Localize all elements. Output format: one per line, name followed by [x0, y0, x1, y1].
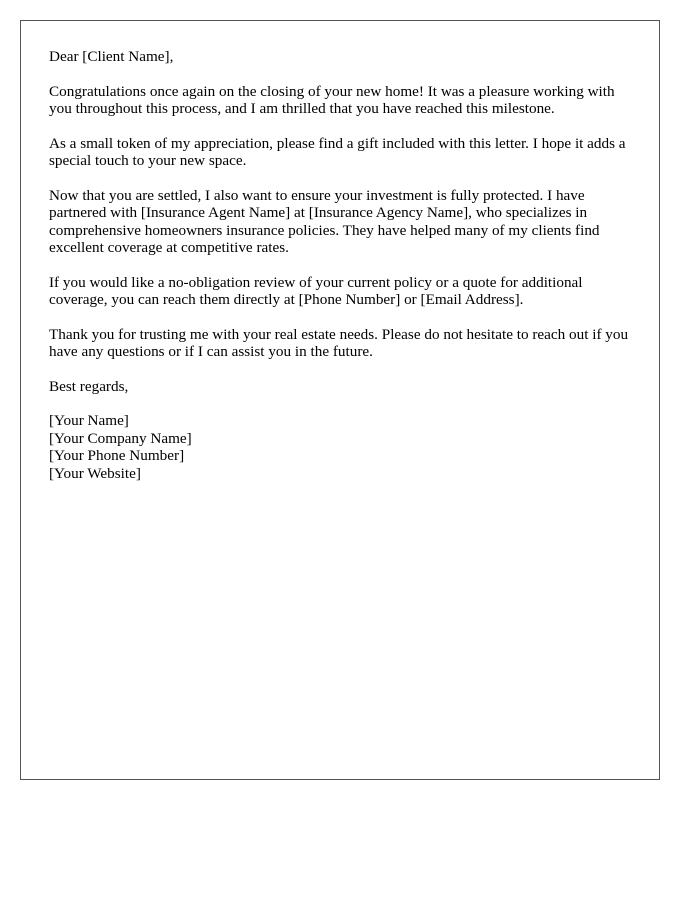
- letter-page: [20, 20, 660, 780]
- signature-website: [Your Website]: [49, 464, 141, 482]
- letter-paragraph-insurance-partner: Now that you are settled, I also want to ensure your investment is fully protected. I have partnered with [Insurance Agent Name] at [Insurance Agency Name], who specializes in comprehensive homeowners insurance policies. They have helped many of my clients find excellent coverage at competitive rates.: [49, 186, 600, 256]
- letter-paragraph-thanks: Thank you for trusting me with your real estate needs. Please do not hesitate to reach out if you have any questions or if I can assist you in the future.: [49, 325, 629, 360]
- signature-block: [49, 412, 639, 482]
- letter-body: [49, 48, 639, 482]
- signature-phone: [Your Phone Number]: [49, 447, 185, 464]
- letter-closing: Best regards,: [49, 377, 129, 395]
- signature-name: [Your Name]: [49, 412, 129, 429]
- letter-greeting: Dear [Client Name],: [49, 48, 174, 65]
- signature-company: [Your Company Name]: [49, 429, 192, 447]
- letter-paragraph-contact-info: If you would like a no-obligation review of your current policy or a quote for additional coverage, you can reach them directly at [Phone Number] or [Email Address].: [49, 273, 583, 308]
- letter-paragraph-gift: As a small token of my appreciation, please find a gift included with this letter. I hope it adds a special touch to your new space.: [49, 134, 626, 169]
- letter-paragraph-congratulations: Congratulations once again on the closing of your new home! It was a pleasure working with you throughout this process, and I am thrilled that you have reached this milestone.: [49, 82, 615, 117]
